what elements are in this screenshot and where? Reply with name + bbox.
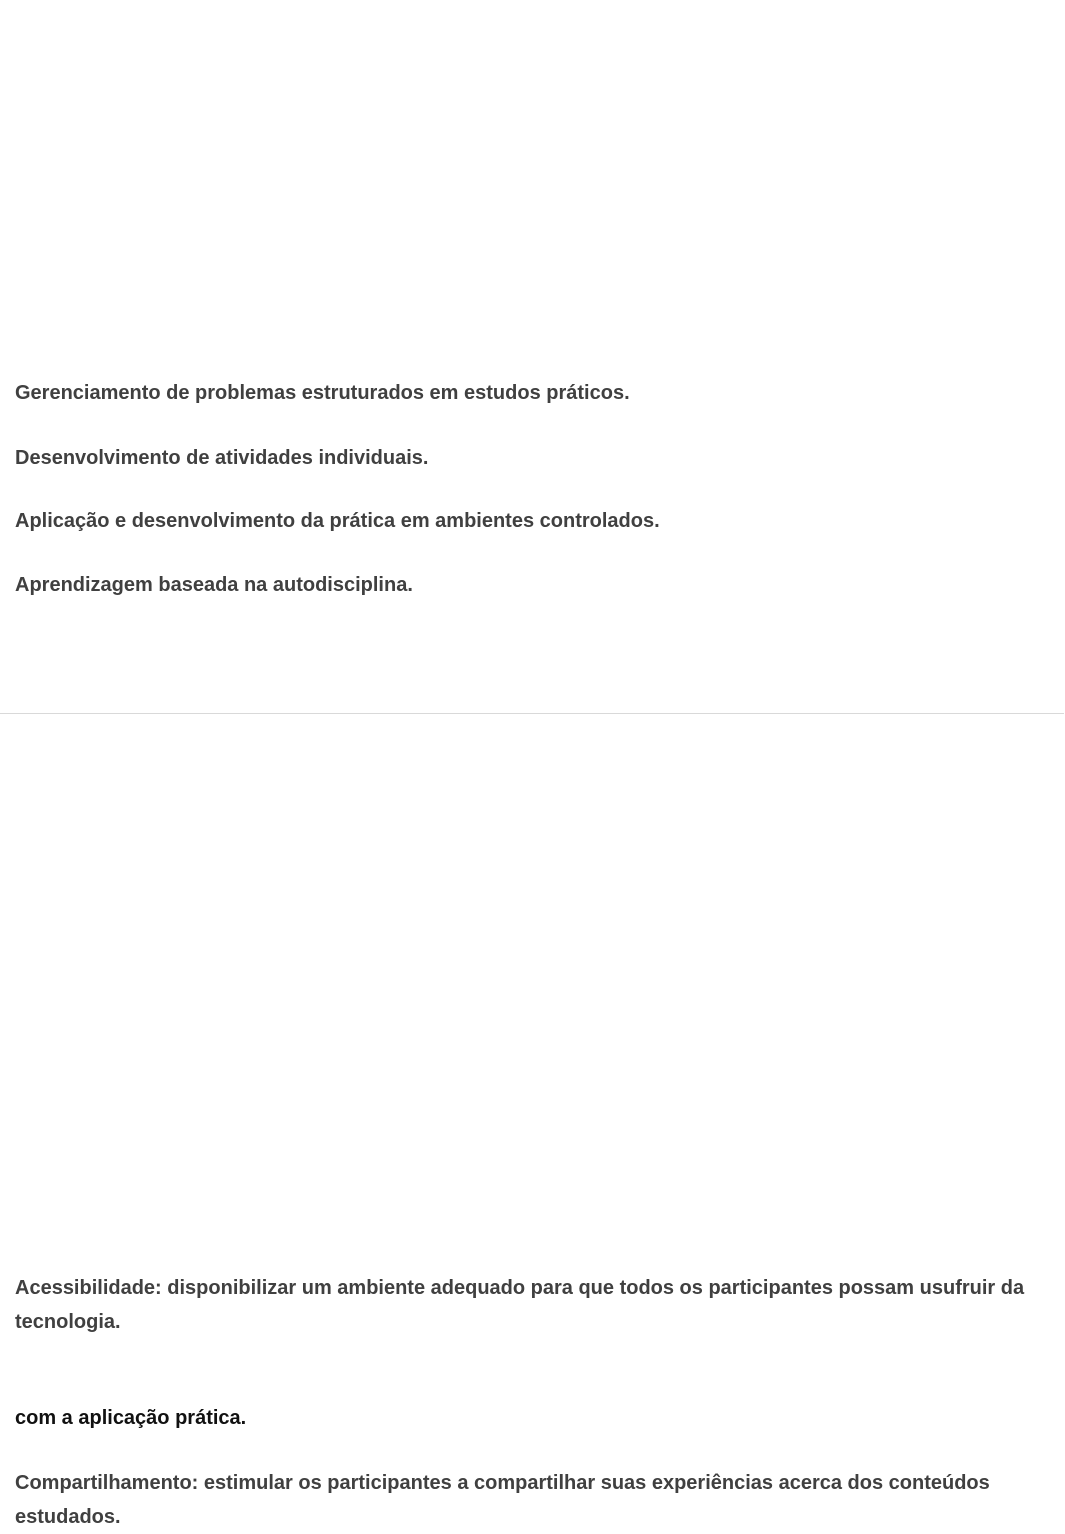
option-text[interactable]: Aprendizagem baseada na autodisciplina. [15, 574, 413, 596]
option-text[interactable]: Desenvolvimento de atividades individuais. [15, 447, 429, 469]
section-divider [0, 713, 1064, 714]
option-line: estudados. [15, 1506, 121, 1528]
option-text[interactable]: Aplicação e desenvolvimento da prática em ambientes controlados. [15, 510, 660, 532]
option-line: tecnologia. [15, 1311, 121, 1333]
option-acessibilidade[interactable] [15, 1271, 1065, 1339]
option-text[interactable]: com a aplicação prática. [15, 1407, 247, 1429]
option-compartilhamento[interactable] [15, 1466, 1065, 1534]
option-line: Compartilhamento: estimular os participantes a compartilhar suas experiências acerca dos conteúdos [15, 1472, 990, 1494]
option-text[interactable]: Gerenciamento de problemas estruturados em estudos práticos. [15, 382, 630, 404]
option-line: Acessibilidade: disponibilizar um ambiente adequado para que todos os participantes possam usufruir da [15, 1277, 1025, 1299]
